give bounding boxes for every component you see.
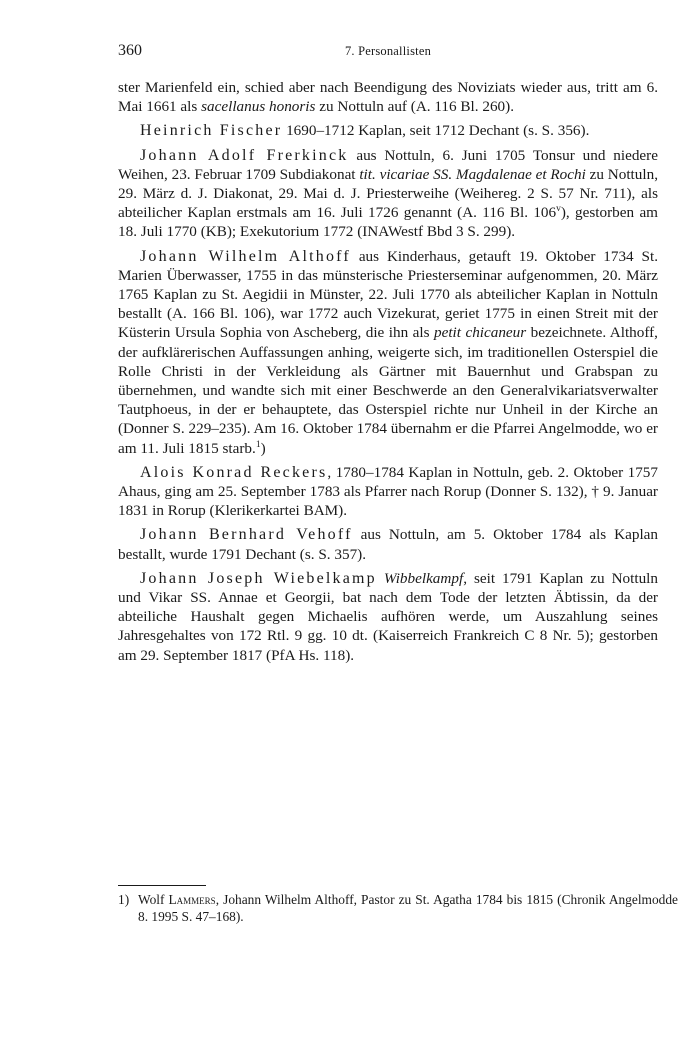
superscript: 1 [255, 439, 261, 450]
text-run: ) [260, 439, 266, 457]
entry-paragraph [118, 569, 658, 665]
italic-text: sacellanus honoris [201, 98, 316, 116]
entry-paragraph [118, 146, 658, 242]
text-run: zu Nottuln, 29. März d. J. Diakonat, 29. Mai d. J. Priesterweihe (Weihereg. 2 S. 57 Nr. 711), als abteilicher Kaplan erstmals am 16. Juli 1726 genannt (A. 116 Bl. 106 [118, 165, 658, 222]
italic-text: Wibbelkampf [383, 569, 464, 587]
text-run: bezeichnete. Althoff, der aufklärerischen Auffassungen anhing, weigerte sich, im traditionellen Osterspiel die Rolle Christi in der Verkleidung als Gärtner mit Bauernhut und Grabspan zu übernehmen, und wandte sich mit einer Beschwerde an den Generalvikariatsverwalter Tautphoeus, in der er behauptete, das Osterspiel richte nur Unheil in der Kirche an (Donner S. 229–235). Am 16. Oktober 1784 übernahm er die Pfarrei Angelmodde, wo er am 11. Juli 1815 starb. [118, 324, 658, 457]
entry-paragraph [118, 247, 658, 458]
text-run: aus Nottuln, am 5. Oktober 1784 als Kaplan bestallt, wurde 1791 Dechant (s. S. 357). [118, 526, 658, 563]
text-run: Wolf [138, 892, 169, 907]
text-run: , seit 1791 Kaplan zu Nottuln und Vikar SS. Annae et Georgii, bat nach dem Tode der letzten Äbtissin, da der abteiliche Haushalt gegen Michaelis aufhören werde, um Auszahlung seines Jahresgehaltes von 172 Rtl. 9 gg. 10 dt. (Kaiserreich Frankreich C 8 Nr. 5); gestorben am 29. September 1817 (PfA Hs. 118). [118, 569, 659, 664]
page [118, 40, 658, 670]
italic-text: tit. vicariae SS. Magdalenae et Rochi [359, 165, 586, 183]
text-run [377, 570, 384, 587]
body-text [118, 78, 658, 665]
footnote-mark: 1) [118, 892, 130, 907]
page-number: 360 [118, 42, 142, 59]
footnote-text [138, 892, 678, 924]
paragraph [118, 78, 658, 116]
page-header [118, 40, 658, 66]
text-run: ), gestorben am 18. Juli 1770 (KB); Exekutorium 1772 (INAWestf Bbd 3 S. 299). [118, 204, 658, 241]
superscript: v [556, 204, 561, 215]
entry-paragraph [118, 121, 658, 140]
text-run: ster Marienfeld ein, schied aber nach Beendigung des Noviziats wieder aus, tritt am 6. Mai 1661 als [118, 79, 658, 116]
text-run: , Johann Wilhelm Althoff, Pastor zu St. Agatha 1784 bis 1815 (Chronik Angelmodde 8. 1995 S. 47–168). [138, 892, 678, 924]
text-run: zu Nottuln auf (A. 116 Bl. 260). [315, 98, 514, 116]
entry-paragraph [118, 525, 658, 563]
person-name: Johann Joseph Wiebelkamp [140, 569, 377, 587]
footnote-divider [118, 885, 206, 886]
text-run: , 1780–1784 Kaplan in Nottuln, geb. 2. Oktober 1757 Ahaus, ging am 25. September 1783 als Pfarrer nach Rorup (Donner S. 132), † 9. Januar 1831 in Rorup (Klerikerkartei BAM). [118, 463, 658, 520]
small-caps-text: Lammers [168, 892, 216, 907]
person-name: Alois Konrad Reckers [140, 463, 328, 481]
person-name: Heinrich Fischer [140, 122, 283, 140]
italic-text: petit chicaneur [433, 324, 527, 342]
running-head: 7. Personallisten [344, 44, 432, 58]
text-run: aus Nottuln, 6. Juni 1705 Tonsur und niedere Weihen, 23. Februar 1709 Subdiakonat [118, 146, 658, 183]
person-name: Johann Adolf Frerkinck [140, 146, 349, 164]
person-name: Johann Wilhelm Althoff [140, 247, 351, 265]
footnote [118, 891, 678, 925]
text-run: 1690–1712 Kaplan, seit 1712 Dechant (s. S. 356). [282, 122, 590, 140]
person-name: Johann Bernhard Vehoff [140, 526, 353, 544]
text-run: aus Kinderhaus, getauft 19. Oktober 1734 St. Marien Überwasser, 1755 in das münsterische Priesterseminar aufgenommen, 20. März 1765 Kaplan zu St. Aegidii in Münster, 22. Juli 1770 als abteilicher Kaplan in Nottuln bestallt (A. 166 Bl. 106), war 1772 auch Vizekurat, geriet 1775 in einen Streit mit der Küsterin Ursula Sophia von Ascheberg, die ihn als [118, 247, 659, 342]
entry-paragraph [118, 463, 658, 521]
